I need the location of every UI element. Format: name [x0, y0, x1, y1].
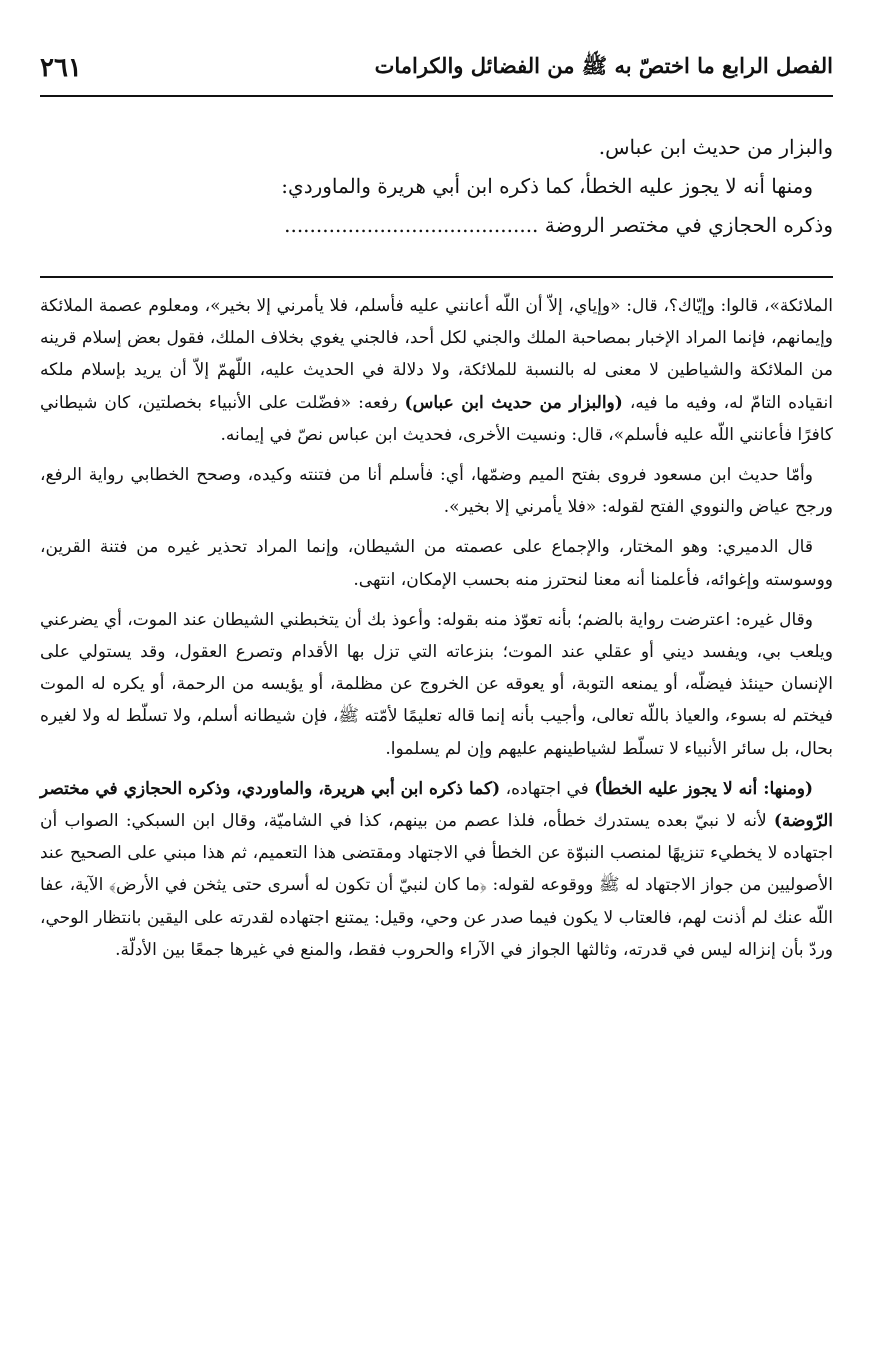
commentary-paragraph-1	[40, 290, 833, 451]
header-rule	[40, 95, 833, 97]
commentary-p5-quote-1: (ومنها: أنه لا يجوز عليه الخطأ)	[594, 778, 813, 799]
main-line-3	[40, 206, 833, 245]
commentary-p1-part-b: رفعه: «فضّلت على الأنبياء بخصلتين، كان شيطاني كافرًا فأعانني اللّه عليه فأسلم»، قال: ونسيت الأخرى، فحديث ابن عباس نصّ في إيمانه.	[40, 392, 833, 445]
commentary-paragraph-4: وقال غيره: اعترضت رواية بالضم؛ بأنه تعوّذ منه بقوله: وأعوذ بك أن يتخبطني الشيطان عند الموت، أي يضرعني ويلعب بي، ويفسد ديني أو عقلي عند الموت؛ بنزعاته التي تزل بها الأقدام وتصرع العقول، وقد يستولي على الإنسان حينئذ فيضلّه، أو يمنعه التوبة، أو يعوقه عن الخروج عن مظلمة، أو يؤيسه من الرحمة، أو يكره له الموت فيختم له بسوء، والعياذ باللّه تعالى، وأجيب بأنه إنما قاله تعليمًا لأمّته ﷺ، فإن شيطانه أسلم، ولا تسلّط له ولا لغيره بحال، بل سائر الأنبياء لا تسلّط لشياطينهم عليهم وإن لم يسلموا.	[40, 609, 833, 759]
main-line-1: والبزار من حديث ابن عباس.	[598, 135, 833, 159]
commentary-p1-part-a: الملائكة»، قالوا: وإيّاك؟، قال: «وإياي، إلاّ أن اللّه أعانني عليه فأسلم، فلا يأمرني إلا بخير»، ومعلوم عصمة الملائكة وإيمانهم، فإنما المراد الإخبار بمصاحبة الملك والجني لكل أحد، فالجني يغوي بخلاف الملك، فقول بعض إسلام قرينه من الملائكة والشياطين لا معنى له بالنسبة للملائكة، ولا دلالة في الحديث عليه، اللّهمّ إلاّ أن يريد بإسلام ملكه انقياده التامّ له، وفيه ما فيه،	[40, 296, 833, 413]
commentary-paragraph-2: وأمّا حديث ابن مسعود فروى بفتح الميم وضمّها، أي: فأسلم أنا من فتنته وكيده، وصحح الخطابي رواية الرفع، ورجح عياض والنووي الفتح لقوله: «فلا يأمرني إلا بخير».	[40, 465, 833, 518]
page-number: ٢٦١	[40, 53, 82, 83]
commentary-paragraph-3: قال الدميري: وهو المختار، والإجماع على عصمته من الشيطان، وإنما المراد تحذير غيره من فتنة القرين، ووسوسته وإغوائه، فأعلمنا أنه معنا لنحترز منه بحسب الإمكان، انتهى.	[40, 537, 833, 590]
commentary-p1-quote: (والبزار من حديث ابن عباس)	[404, 392, 623, 413]
commentary-p5-part-a: في اجتهاده،	[500, 778, 595, 799]
main-line-2: ومنها أنه لا يجوز عليه الخطأ، كما ذكره ابن أبي هريرة والماوردي:	[281, 174, 813, 198]
main-line-3-dots: ........................................	[284, 213, 539, 237]
chapter-title: الفصل الرابع ما اختصّ به ﷺ من الفضائل والكرامات	[374, 52, 833, 78]
commentary-separator	[40, 276, 833, 278]
commentary-p5-quote-2: (كما ذكره ابن أبي هريرة، والماوردي، وذكره الحجازي في مختصر الرّوضة)	[40, 778, 833, 832]
commentary-p5-part-b: لأنه لا نبيّ بعده يستدرك خطأه، فلذا عصم من بينهم، كذا في الشاميّة، وقال ابن السبكي: الصواب أن اجتهاده لا يخطيء تنزيهًا لمنصب النبوّة عن الخطأ في الاجتهاد ومقتضى هذا التعميم، ثم هذا مبني على الصحيح عند الأصوليين من جواز الاجتهاد له ﷺ ووقوعه لقوله: ﴿ما كان لنبيّ أن تكون له أسرى حتى يثخن في الأرض﴾ الآية، عفا اللّه عنك لم أذنت لهم، فالعتاب لا يكون فيما صدر عن وحي، وقيل: يمتنع اجتهاده لقدرته على اليقين بانتظار الوحي، وردّ بأن إنزاله ليس في قدرته، وثالثها الجواز في الآراء والحروب فقط، والمنع في غيرها جمعًا بين الأدلّة.	[40, 811, 833, 960]
main-text	[40, 128, 833, 245]
commentary-text	[40, 290, 833, 966]
commentary-paragraph-5	[40, 773, 833, 966]
main-line-3-text: وذكره الحجازي في مختصر الروضة	[544, 213, 833, 237]
page-header	[40, 44, 833, 92]
